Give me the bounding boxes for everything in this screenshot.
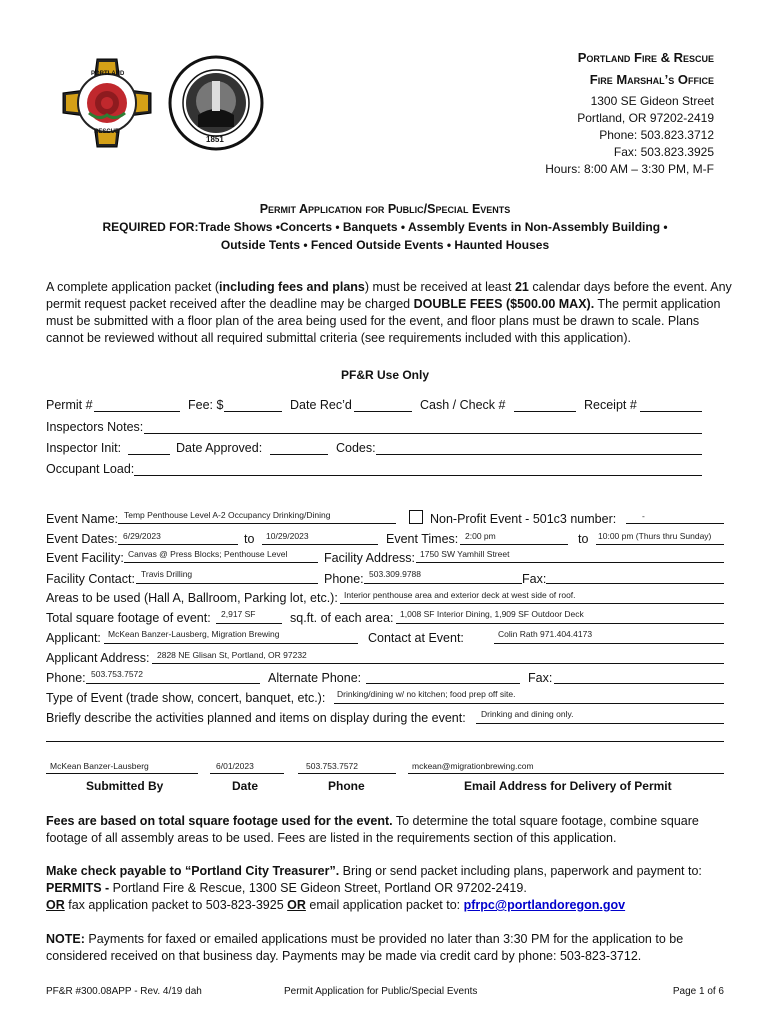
occupant-load-label: Occupant Load: [46,462,135,476]
phone-caption: Phone [328,779,365,793]
inspector-init-field[interactable] [128,454,170,455]
cash-check-label: Cash / Check # [420,398,506,412]
applicant-label: Applicant: [46,631,101,645]
event-date-start-field[interactable] [118,544,238,545]
intro-paragraph [46,279,736,347]
event-date-start: 6/29/2023 [123,531,161,541]
event-date-end-field[interactable] [262,544,378,545]
areas-field[interactable] [340,603,724,604]
total-sqft-label: Total square footage of event: [46,611,211,625]
codes-field[interactable] [376,454,702,455]
intro-bold: 21 [514,280,529,294]
office-phone: Phone: 503.823.3712 [599,128,714,142]
or-bold: OR [46,898,65,912]
event-name-value: Temp Penthouse Level A-2 Occupancy Drinking/Dining [124,510,331,520]
to-label: to [244,532,255,546]
portland-fire-rescue-logo [58,57,156,149]
to-label: to [578,532,589,546]
facility-fax-field[interactable] [546,583,724,584]
submitted-by-value: McKean Banzer-Lausberg [50,761,149,771]
intro-text: ) must be received at least [364,280,515,294]
inspectors-notes-label: Inspectors Notes: [46,420,144,434]
office-hours: Hours: 8:00 AM – 3:30 PM, M-F [545,162,714,176]
facility-address-field[interactable] [416,562,724,563]
footer-center: Permit Application for Public/Special Events [284,986,478,997]
payment-fax: fax application packet to 503-823-3925 [64,898,288,912]
intro-text: The permit application must be submitted with a floor plan of the area being used for the event, and floor plans must be drawn to scale. Plans cannot be reviewed without all required submittal criteria (see requirements included with this application). [46,297,721,345]
applicant-value: McKean Banzer-Lausberg, Migration Brewing [108,629,280,639]
facility-contact-label: Facility Contact: [46,572,135,586]
logo-bottom-text: RESCUE [94,129,120,135]
facility-label: Event Facility: [46,551,124,565]
alt-phone-label: Alternate Phone: [268,671,362,685]
fees-text: To determine the total square footage, combine square footage of all assembly areas to be used. Fees are listed in the requirements section of this application. [46,814,699,845]
contact-field[interactable] [494,643,724,644]
note-bold: NOTE: [46,932,85,946]
payment-email-text: email application packet to: [305,898,464,912]
email-link[interactable]: pfrpc@portlandoregon.gov [463,898,626,912]
required-for-line2: Outside Tents • Fenced Outside Events • Haunted Houses [220,238,550,252]
applicant-phone-label: Phone: [46,671,86,685]
payment-paragraph [46,863,736,914]
nonprofit-checkbox[interactable] [409,510,423,524]
facility-fax-label: Fax: [522,572,547,586]
facility-field[interactable] [124,562,318,563]
event-dates-label: Event Dates: [46,532,118,546]
describe-label: Briefly describe the activities planned and items on display during the event: [46,711,466,725]
applicant-address-field[interactable] [152,663,724,664]
note-paragraph [46,931,736,965]
event-type-field[interactable] [334,703,724,704]
org-name-line1: Portland Fire & Rescue [577,50,714,65]
applicant-phone-field[interactable] [86,683,260,684]
footer-page-number: Page 1 of 6 [672,986,724,997]
fees-bold: Fees are based on total square footage used for the event. [46,814,393,828]
org-name-line2: Fire Marshal’s Office [589,72,714,87]
nonprofit-label: Non-Profit Event - 501c3 number: [430,512,617,526]
permit-number-label: Permit # [46,398,93,412]
page-title: Permit Application for Public/Special Events [259,202,511,216]
sqft-each-label: sq.ft. of each area: [290,611,394,625]
applicant-address-label: Applicant Address: [46,651,150,665]
occupant-load-field[interactable] [134,475,702,476]
facility-address-value: 1750 SW Yamhill Street [420,549,510,559]
sqft-each-value: 1,008 SF Interior Dining, 1,909 SF Outdoor Deck [400,609,584,619]
facility-phone-field[interactable] [364,583,522,584]
facility-value: Canvas @ Press Blocks; Penthouse Level [128,549,288,559]
areas-label: Areas to be used (Hall A, Ballroom, Parking lot, etc.): [46,591,338,605]
intro-bold: DOUBLE FEES ($500.00 MAX). [413,297,595,311]
describe-value: Drinking and dining only. [481,709,574,719]
permits-bold: PERMITS - [46,881,110,895]
submitted-by-caption: Submitted By [86,779,164,793]
footer-left: PF&R #300.08APP - Rev. 4/19 dah [46,986,202,997]
date-recd-field[interactable] [354,411,412,412]
event-type-value: Drinking/dining w/ no kitchen; food prep off site. [337,689,516,699]
office-fax: Fax: 503.823.3925 [613,145,714,159]
address-line2: Portland, OR 97202-2419 [577,111,714,125]
facility-phone-value: 503.309.9788 [369,569,421,579]
submit-email-value: mckean@migrationbrewing.com [412,761,534,771]
note-text: Payments for faxed or emailed applications must be provided no later than 3:30 PM for the application to be considered received on that business day. Payments may be made via credit card by phone: 503-823-3712. [46,932,684,963]
intro-text: calendar days before the event. Any permit request packet received after the deadline may be charged [46,280,732,311]
submit-email-field[interactable] [408,773,724,774]
event-time-end: 10:00 pm (Thurs thru Sunday) [598,531,712,541]
submit-phone-field[interactable] [298,773,396,774]
event-time-start-field[interactable] [460,544,568,545]
date-approved-field[interactable] [270,454,328,455]
applicant-field[interactable] [104,643,358,644]
address-line1: 1300 SE Gideon Street [590,94,714,108]
fees-paragraph [46,813,736,847]
fee-field[interactable] [224,411,282,412]
sqft-each-field[interactable] [396,623,724,624]
date-caption: Date [232,779,259,793]
applicant-fax-field[interactable] [554,683,724,684]
event-date-end: 10/29/2023 [266,531,309,541]
applicant-address-value: 2828 NE Glisan St, Portland, OR 97232 [157,650,307,660]
email-caption: Email Address for Delivery of Permit [464,779,672,793]
event-type-label: Type of Event (trade show, concert, banquet, etc.): [46,691,326,705]
payment-address: Portland Fire & Rescue, 1300 SE Gideon Street, Portland OR 97202-2419. [109,881,527,895]
fee-label: Fee: $ [188,398,224,412]
facility-contact-value: Travis Drilling [141,569,193,579]
event-name-field[interactable] [118,523,396,524]
seal-year: 1851 [206,135,224,144]
alt-phone-field[interactable] [366,683,520,684]
city-of-portland-seal [168,55,264,151]
nonprofit-field[interactable] [626,523,724,524]
permit-number-field[interactable] [94,411,180,412]
submit-date-field[interactable] [210,773,284,774]
date-recd-label: Date Rec’d [290,398,352,412]
event-name-label: Event Name: [46,512,119,526]
event-time-start: 2:00 pm [465,531,496,541]
logo-top-text: PORTLAND [91,71,125,77]
payment-bold: Make check payable to “Portland City Treasurer”. [46,864,340,878]
facility-address-label: Facility Address: [324,551,416,565]
event-times-label: Event Times: [386,532,459,546]
cash-check-field[interactable] [514,411,576,412]
facility-phone-label: Phone: [324,572,364,586]
applicant-phone-value: 503.753.7572 [91,669,143,679]
receipt-field[interactable] [640,411,702,412]
codes-label: Codes: [336,441,376,455]
total-sqft-field[interactable] [216,623,282,624]
intro-text: A complete application packet ( [46,280,220,294]
contact-value: Colin Rath 971.404.4173 [498,629,593,639]
required-for-line1: REQUIRED FOR:Trade Shows •Concerts • Banquets • Assembly Events in Non-Assembly Building • [102,220,668,234]
nonprofit-value: - [642,511,645,521]
payment-text: Bring or send packet including plans, paperwork and payment to: [339,864,702,878]
submit-date-value: 6/01/2023 [216,761,254,771]
event-time-end-field[interactable] [596,544,724,545]
areas-value: Interior penthouse area and exterior deck at west side of roof. [344,590,576,600]
total-sqft-value: 2,917 SF [221,609,256,619]
facility-contact-field[interactable] [136,583,318,584]
contact-label: Contact at Event: [368,631,464,645]
submitted-by-field[interactable] [46,773,198,774]
intro-bold: including fees and plans [219,280,365,294]
inspectors-notes-field[interactable] [144,433,702,434]
date-approved-label: Date Approved: [176,441,263,455]
applicant-fax-label: Fax: [528,671,553,685]
describe-field[interactable] [476,723,724,724]
describe-field-line2[interactable] [46,741,724,742]
or-bold: OR [287,898,306,912]
receipt-label: Receipt # [584,398,637,412]
submit-phone-value: 503.753.7572 [306,761,358,771]
inspector-init-label: Inspector Init: [46,441,122,455]
office-use-heading: PF&R Use Only [340,368,430,382]
